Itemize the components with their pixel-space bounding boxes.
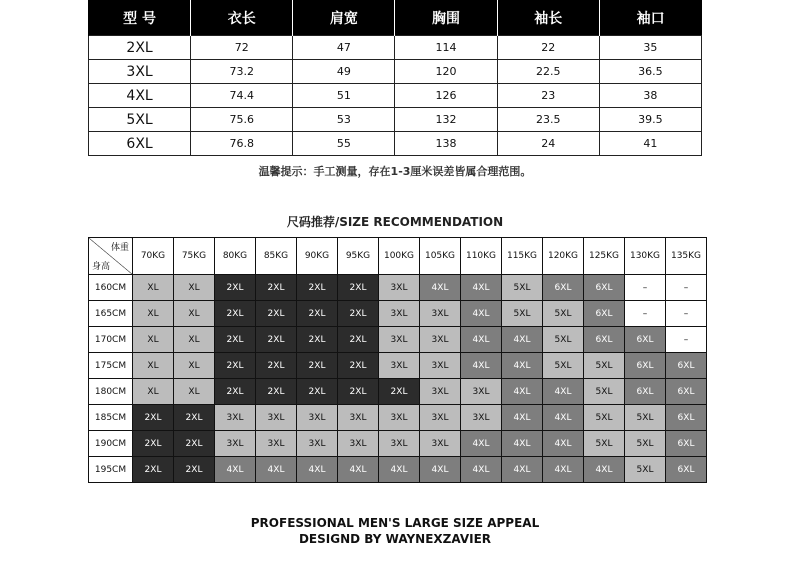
recommended-size-cell: 2XL xyxy=(338,301,379,327)
recommended-size-cell: 3XL xyxy=(379,301,420,327)
weight-header-cell: 135KG xyxy=(666,238,707,275)
size-value-cell: 22 xyxy=(497,36,599,60)
recommended-size-cell: 6XL xyxy=(584,275,625,301)
height-row xyxy=(89,431,707,457)
height-label-cell: 185CM xyxy=(89,405,133,431)
recommended-size-cell: XL xyxy=(174,353,215,379)
recommended-size-cell: 2XL xyxy=(338,379,379,405)
recommended-size-cell: 5XL xyxy=(625,457,666,483)
recommended-size-cell: 5XL xyxy=(543,327,584,353)
recommended-size-cell: 6XL xyxy=(625,353,666,379)
corner-height-label: 身高 xyxy=(92,262,111,272)
recommended-size-cell: 2XL xyxy=(215,301,256,327)
recommended-size-cell: – xyxy=(666,327,707,353)
recommended-size-cell: 2XL xyxy=(256,275,297,301)
recommended-size-cell: 5XL xyxy=(584,379,625,405)
recommended-size-cell: 3XL xyxy=(420,405,461,431)
recommended-size-cell: 3XL xyxy=(420,353,461,379)
size-label-cell: 6XL xyxy=(89,132,191,156)
recommended-size-cell: 4XL xyxy=(461,457,502,483)
recommended-size-cell: 2XL xyxy=(174,431,215,457)
recommended-size-cell: 3XL xyxy=(379,353,420,379)
height-label-cell: 195CM xyxy=(89,457,133,483)
size-value-cell: 138 xyxy=(395,132,497,156)
recommended-size-cell: 4XL xyxy=(461,301,502,327)
recommended-size-cell: 5XL xyxy=(584,353,625,379)
recommended-size-cell: 3XL xyxy=(379,327,420,353)
height-label-cell: 165CM xyxy=(89,301,133,327)
corner-cell xyxy=(89,238,133,275)
size-value-cell: 73.2 xyxy=(191,60,293,84)
size-value-cell: 47 xyxy=(293,36,395,60)
recommended-size-cell: XL xyxy=(133,353,174,379)
recommended-size-cell: 5XL xyxy=(543,353,584,379)
size-chart-table xyxy=(88,0,702,156)
footer-tagline: PROFESSIONAL MEN'S LARGE SIZE APPEAL xyxy=(250,516,540,530)
weight-header-cell: 115KG xyxy=(502,238,543,275)
recommended-size-cell: 3XL xyxy=(461,405,502,431)
recommendation-body xyxy=(89,275,707,483)
recommended-size-cell: 4XL xyxy=(543,379,584,405)
recommended-size-cell: 4XL xyxy=(420,457,461,483)
recommended-size-cell: 3XL xyxy=(379,275,420,301)
size-row xyxy=(89,36,702,60)
recommended-size-cell: 6XL xyxy=(666,431,707,457)
recommended-size-cell: 4XL xyxy=(543,431,584,457)
weight-header-cell: 75KG xyxy=(174,238,215,275)
recommended-size-cell: 5XL xyxy=(584,431,625,457)
recommended-size-cell: 6XL xyxy=(584,301,625,327)
recommended-size-cell: 5XL xyxy=(502,275,543,301)
recommended-size-cell: 2XL xyxy=(338,275,379,301)
size-value-cell: 74.4 xyxy=(191,84,293,108)
size-value-cell: 41 xyxy=(599,132,701,156)
size-row xyxy=(89,60,702,84)
recommended-size-cell: 6XL xyxy=(666,405,707,431)
size-value-cell: 132 xyxy=(395,108,497,132)
recommended-size-cell: 2XL xyxy=(215,275,256,301)
recommended-size-cell: 5XL xyxy=(543,301,584,327)
recommended-size-cell: 3XL xyxy=(297,405,338,431)
size-value-cell: 36.5 xyxy=(599,60,701,84)
recommended-size-cell: 3XL xyxy=(420,301,461,327)
recommended-size-cell: 6XL xyxy=(666,353,707,379)
size-header-cell: 袖口 xyxy=(599,0,701,36)
size-header-cell: 型 号 xyxy=(89,0,191,36)
size-header-cell: 袖长 xyxy=(497,0,599,36)
recommended-size-cell: – xyxy=(666,301,707,327)
recommended-size-cell: 3XL xyxy=(461,379,502,405)
weight-header-cell: 95KG xyxy=(338,238,379,275)
recommended-size-cell: 2XL xyxy=(174,457,215,483)
recommended-size-cell: 4XL xyxy=(502,327,543,353)
size-value-cell: 53 xyxy=(293,108,395,132)
recommended-size-cell: 4XL xyxy=(297,457,338,483)
recommended-size-cell: XL xyxy=(174,327,215,353)
recommended-size-cell: 2XL xyxy=(133,457,174,483)
height-label-cell: 175CM xyxy=(89,353,133,379)
recommended-size-cell: 2XL xyxy=(338,353,379,379)
recommended-size-cell: 4XL xyxy=(584,457,625,483)
recommended-size-cell: 4XL xyxy=(256,457,297,483)
size-header-cell: 胸围 xyxy=(395,0,497,36)
height-row xyxy=(89,275,707,301)
recommended-size-cell: 2XL xyxy=(256,327,297,353)
recommended-size-cell: 3XL xyxy=(379,405,420,431)
recommended-size-cell: 4XL xyxy=(502,431,543,457)
height-row xyxy=(89,405,707,431)
recommended-size-cell: 2XL xyxy=(215,379,256,405)
recommended-size-cell: 3XL xyxy=(379,431,420,457)
recommended-size-cell: 4XL xyxy=(502,457,543,483)
recommended-size-cell: – xyxy=(625,275,666,301)
recommended-size-cell: XL xyxy=(133,275,174,301)
height-label-cell: 190CM xyxy=(89,431,133,457)
recommended-size-cell: 6XL xyxy=(625,379,666,405)
recommended-size-cell: 2XL xyxy=(215,327,256,353)
size-chart-header xyxy=(89,0,702,36)
size-header-cell: 衣长 xyxy=(191,0,293,36)
recommended-size-cell: 3XL xyxy=(420,431,461,457)
weight-header-cell: 130KG xyxy=(625,238,666,275)
size-label-cell: 3XL xyxy=(89,60,191,84)
size-value-cell: 39.5 xyxy=(599,108,701,132)
recommended-size-cell: 6XL xyxy=(543,275,584,301)
recommended-size-cell: XL xyxy=(133,301,174,327)
recommended-size-cell: 3XL xyxy=(297,431,338,457)
recommended-size-cell: 4XL xyxy=(215,457,256,483)
recommended-size-cell: 2XL xyxy=(297,379,338,405)
size-recommendation-grid xyxy=(88,237,707,483)
size-label-cell: 4XL xyxy=(89,84,191,108)
recommended-size-cell: 4XL xyxy=(502,379,543,405)
size-value-cell: 38 xyxy=(599,84,701,108)
recommended-size-cell: 2XL xyxy=(256,301,297,327)
recommended-size-cell: 3XL xyxy=(256,431,297,457)
size-value-cell: 51 xyxy=(293,84,395,108)
recommended-size-cell: 5XL xyxy=(584,405,625,431)
recommended-size-cell: 2XL xyxy=(338,327,379,353)
recommended-size-cell: 6XL xyxy=(666,379,707,405)
size-value-cell: 22.5 xyxy=(497,60,599,84)
size-label-cell: 5XL xyxy=(89,108,191,132)
weight-header-cell: 85KG xyxy=(256,238,297,275)
height-label-cell: 170CM xyxy=(89,327,133,353)
recommended-size-cell: 2XL xyxy=(297,275,338,301)
height-row xyxy=(89,457,707,483)
recommended-size-cell: 4XL xyxy=(379,457,420,483)
recommended-size-cell: 2XL xyxy=(133,431,174,457)
recommended-size-cell: XL xyxy=(133,379,174,405)
recommended-size-cell: 5XL xyxy=(625,431,666,457)
size-value-cell: 76.8 xyxy=(191,132,293,156)
recommended-size-cell: 5XL xyxy=(625,405,666,431)
weight-header-cell: 100KG xyxy=(379,238,420,275)
size-value-cell: 49 xyxy=(293,60,395,84)
recommended-size-cell: 4XL xyxy=(461,327,502,353)
recommended-size-cell: – xyxy=(666,275,707,301)
recommended-size-cell: 2XL xyxy=(379,379,420,405)
height-row xyxy=(89,301,707,327)
recommended-size-cell: 2XL xyxy=(256,379,297,405)
size-row xyxy=(89,108,702,132)
recommendation-title: 尺码推荐/SIZE RECOMMENDATION xyxy=(286,215,504,229)
recommended-size-cell: 2XL xyxy=(174,405,215,431)
recommended-size-cell: 5XL xyxy=(502,301,543,327)
size-value-cell: 120 xyxy=(395,60,497,84)
weight-header-cell: 105KG xyxy=(420,238,461,275)
recommended-size-cell: 4XL xyxy=(461,353,502,379)
height-row xyxy=(89,379,707,405)
recommended-size-cell: 2XL xyxy=(297,301,338,327)
size-header-cell: 肩宽 xyxy=(293,0,395,36)
recommended-size-cell: XL xyxy=(174,301,215,327)
size-value-cell: 75.6 xyxy=(191,108,293,132)
size-value-cell: 35 xyxy=(599,36,701,60)
recommended-size-cell: 2XL xyxy=(256,353,297,379)
recommended-size-cell: 4XL xyxy=(543,405,584,431)
size-value-cell: 114 xyxy=(395,36,497,60)
recommended-size-cell: 4XL xyxy=(420,275,461,301)
recommended-size-cell: 3XL xyxy=(215,431,256,457)
recommended-size-cell: 2XL xyxy=(133,405,174,431)
weight-header-row xyxy=(89,238,707,275)
recommended-size-cell: 3XL xyxy=(256,405,297,431)
size-row xyxy=(89,84,702,108)
recommended-size-cell: 6XL xyxy=(625,327,666,353)
recommended-size-cell: XL xyxy=(133,327,174,353)
size-row xyxy=(89,132,702,156)
recommended-size-cell: 3XL xyxy=(420,379,461,405)
footer-designer: DESIGND BY WAYNEXZAVIER xyxy=(298,532,492,546)
height-label-cell: 160CM xyxy=(89,275,133,301)
weight-header-cell: 125KG xyxy=(584,238,625,275)
recommended-size-cell: 6XL xyxy=(584,327,625,353)
size-label-cell: 2XL xyxy=(89,36,191,60)
recommended-size-cell: 4XL xyxy=(543,457,584,483)
corner-weight-label: 体重 xyxy=(110,243,129,253)
size-value-cell: 126 xyxy=(395,84,497,108)
size-value-cell: 55 xyxy=(293,132,395,156)
weight-header-cell: 90KG xyxy=(297,238,338,275)
recommended-size-cell: 4XL xyxy=(461,431,502,457)
size-value-cell: 23.5 xyxy=(497,108,599,132)
height-row xyxy=(89,327,707,353)
recommended-size-cell: 2XL xyxy=(297,327,338,353)
recommended-size-cell: 2XL xyxy=(215,353,256,379)
measurement-tip: 温馨提示：手工测量，存在1-3厘米误差皆属合理范围。 xyxy=(258,165,532,178)
recommended-size-cell: 4XL xyxy=(461,275,502,301)
size-value-cell: 24 xyxy=(497,132,599,156)
recommended-size-cell: 4XL xyxy=(338,457,379,483)
weight-header-cell: 80KG xyxy=(215,238,256,275)
recommended-size-cell: 6XL xyxy=(666,457,707,483)
recommended-size-cell: XL xyxy=(174,275,215,301)
recommended-size-cell: 3XL xyxy=(338,405,379,431)
recommended-size-cell: 2XL xyxy=(297,353,338,379)
recommended-size-cell: 4XL xyxy=(502,353,543,379)
recommended-size-cell: 3XL xyxy=(338,431,379,457)
weight-header-cell: 120KG xyxy=(543,238,584,275)
recommended-size-cell: 4XL xyxy=(502,405,543,431)
weight-header-cell: 110KG xyxy=(461,238,502,275)
recommended-size-cell: – xyxy=(625,301,666,327)
recommended-size-cell: 3XL xyxy=(420,327,461,353)
size-value-cell: 23 xyxy=(497,84,599,108)
recommended-size-cell: 3XL xyxy=(215,405,256,431)
size-chart-body xyxy=(89,36,702,156)
recommended-size-cell: XL xyxy=(174,379,215,405)
height-row xyxy=(89,353,707,379)
weight-header-cell: 70KG xyxy=(133,238,174,275)
size-value-cell: 72 xyxy=(191,36,293,60)
height-label-cell: 180CM xyxy=(89,379,133,405)
